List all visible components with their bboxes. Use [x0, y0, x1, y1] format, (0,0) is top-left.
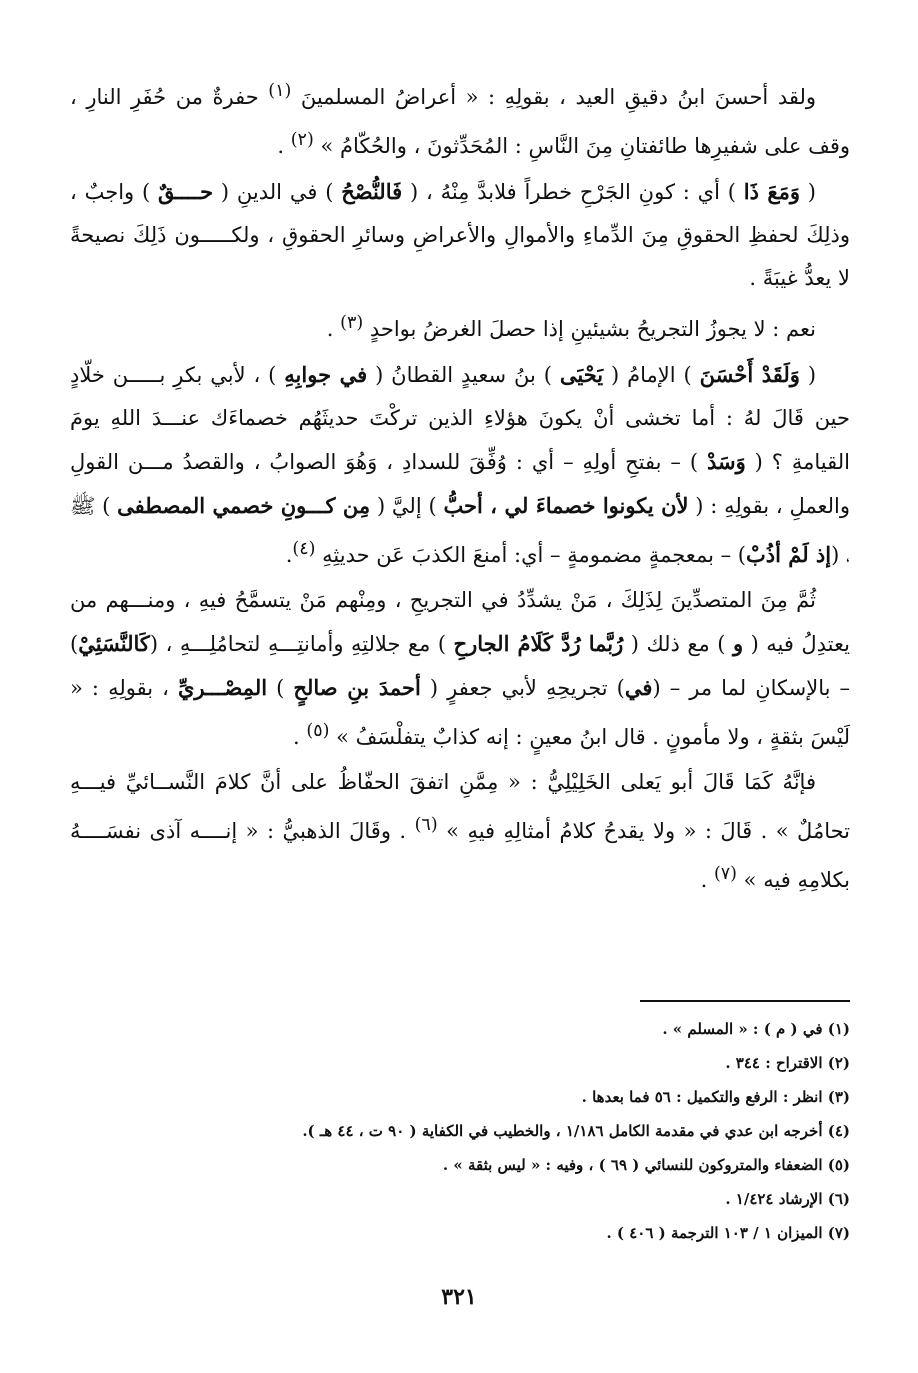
- main-text: [70, 70, 850, 904]
- paragraph-6: [70, 761, 850, 902]
- paragraph-2: [70, 170, 850, 300]
- bold-term: رُبَّما رُدَّ كَلَامُ الجارحِ: [453, 631, 624, 656]
- text: حفرةٌ من حُفَرِ النارِ ، وقف على شفيرِها طائفتانِ مِنَ النَّاسِ : المُحَدِّثونَ ، والحُكّامُ »: [70, 85, 850, 158]
- text: ) – بالإسكانِ لما مر – (: [70, 632, 851, 700]
- footnote-3: (٣) انظر : الرفع والتكميل : ٥٦ فما بعدها .: [581, 1088, 850, 1106]
- paragraph-1: [70, 70, 850, 168]
- footnote-4: (٤) أخرجه ابن عدي في مقدمة الكامل ١/١٨٦ ، والخطيب في الكفاية ( ٩٠ ت ، ٤٤ هـ ).: [302, 1122, 850, 1140]
- bold-term: أحمدَ بنِ صالحٍ: [293, 675, 421, 700]
- bold-term: فَالنُّصْحُ: [341, 179, 403, 204]
- paragraph-5: [70, 579, 850, 759]
- text: ) مع جلالتِهِ وأمانتِـــهِ لتحامُلِـــهِ ، (: [149, 632, 454, 656]
- bold-term: إذ لَمْ أذُبْ: [745, 542, 832, 567]
- bold-term: في جوابِهِ: [284, 362, 368, 387]
- bold-term: المِصْـــريِّ: [177, 675, 268, 700]
- text: ) مع ذلك (: [623, 632, 733, 656]
- text: ) بنُ سعيدٍ القطانُ (: [367, 363, 560, 387]
- footnote-ref: (٧): [713, 864, 737, 884]
- text: ) الإمامُ (: [603, 363, 700, 387]
- footnote-1: (١) في ( م ) : « المسلم » .: [662, 1020, 850, 1038]
- footnotes: [70, 1012, 850, 1250]
- bold-term: كَالنَّسَئِيْ: [78, 631, 150, 656]
- text: . وقَالَ الذهبيُّ : « إنــــه آذى نفسَــــهُ بكلامِهِ فيه »: [70, 819, 850, 892]
- footnote-ref: (٦): [414, 815, 438, 835]
- text: (: [799, 180, 816, 204]
- text: ) ، لأبي بكرِ بـــــن خلّادٍ حين قَالَ لهُ : أما تخشى أنْ يكونَ هؤلاءِ الذين تركْتَ حديثَهُم خصماءَك عنـــدَ اللهِ يومَ القيامةِ ؟ (: [70, 363, 850, 474]
- text: .: [277, 134, 291, 158]
- paragraph-3: [70, 302, 850, 351]
- text: ، بقولِهِ : « لَيْسَ بثقةٍ ، ولا مأمونٍ . قال ابنُ معينٍ : إنه كذابٌ يتفلْسَفُ »: [70, 676, 850, 749]
- bold-term: وَسَدْ: [706, 449, 746, 474]
- text: ) أي : كونِ الجَرْحِ خطراً فلابدَّ مِنْهُ ، (: [402, 180, 744, 204]
- footnote-separator: [640, 1000, 850, 1002]
- bold-term: في: [624, 675, 653, 700]
- text: .: [326, 317, 341, 341]
- text: .: [700, 868, 714, 892]
- text: ) إليَّ (: [370, 494, 444, 518]
- page-number: ٣٢١: [441, 1284, 477, 1310]
- text: .: [293, 725, 307, 749]
- text: ) تجريحِهِ لأبي جعفرٍ (: [420, 676, 625, 700]
- footnote-2: (٢) الاقتراح : ٣٤٤ .: [725, 1054, 850, 1072]
- footnote-7: (٧) الميزان ١ / ١٠٣ الترجمة ( ٤٠٦ ) .: [606, 1224, 850, 1242]
- footnote-ref: (١): [268, 81, 292, 101]
- text: ثُمَّ مِنَ المتصدِّينَ لِذَلِكَ ، مَنْ يشدِّدُ في التجريحِ ، ومِنْهم مَنْ يتسمَّحُ فيهِ ، ومنـــهم من يعتدِلُ فيه (: [70, 588, 850, 656]
- text: ) – بمعجمةٍ مضمومةٍ – أي: أمنعَ الكذبَ عَن حديثِهِ: [315, 543, 746, 567]
- paragraph-4: [70, 353, 850, 577]
- footnote-ref: (٥): [306, 721, 330, 741]
- footnote-6: (٦) الإرشاد ١/٤٢٤ .: [725, 1190, 850, 1208]
- footnote-ref: (٣): [340, 313, 364, 333]
- text: ) في الدينِ (: [213, 180, 342, 204]
- bold-term: وَلَقَدْ أَحْسَنَ: [699, 362, 800, 387]
- text: ولقد أحسنَ ابنُ دقيقِ العيد ، بقولِهِ : « أعراضُ المسلمينَ: [291, 85, 816, 109]
- bold-term: حــــقٌ: [158, 179, 214, 204]
- footnote-ref: (٤): [292, 539, 316, 559]
- footnote-5: (٥) الضعفاء والمتروكون للنسائي ( ٦٩ ) ، وفيه : « ليس بثقة » .: [442, 1156, 850, 1174]
- text: ) ﷺ ، (: [70, 494, 850, 567]
- text: ): [267, 676, 294, 700]
- bold-term: لأن يكونوا خصماءَ لي ، أحبُّ: [443, 493, 689, 518]
- text: ) – بفتحِ أولِهِ – أي : وُفِّقَ للسدادِ ، وَهُوَ الصوابُ ، والقصدُ مـــن القولِ والعملِ ، بقولِهِ : (: [70, 450, 851, 518]
- text: (: [799, 363, 817, 387]
- bold-term: و: [732, 631, 744, 656]
- bold-term: يَحْيَى: [559, 362, 604, 387]
- bold-term: وَمَعَ ذَا: [743, 179, 800, 204]
- text: .: [285, 543, 293, 567]
- text: نعم : لا يجوزُ التجريحُ بشيئينِ إذا حصلَ الغرضُ بواحدٍ: [363, 317, 816, 341]
- text: ) واجبٌ ، وذلِكَ لحفظِ الحقوقِ مِنَ الدِّماءِ والأموالِ والأعراضِ وسائرِ الحقوقِ ، ولكـــــون ذَلِكَ نصيحةً لا يعدُّ غيبَةً .: [70, 180, 850, 290]
- footnote-ref: (٢): [290, 130, 314, 150]
- text: فإنَّهُ كَمَا قَالَ أبو يَعلى الخَلِيْلِيُّ : « مِمَّنِ اتفقَ الحفّاظُ على أنَّ كلامَ النَّســائيِّ فيـــهِ تحامُلٌ » . قَالَ : « ولا يقدحُ كلامُ أمثالِهِ فيهِ »: [70, 770, 851, 843]
- bold-term: مِن كـــونِ خصمي المصطفى: [117, 493, 371, 518]
